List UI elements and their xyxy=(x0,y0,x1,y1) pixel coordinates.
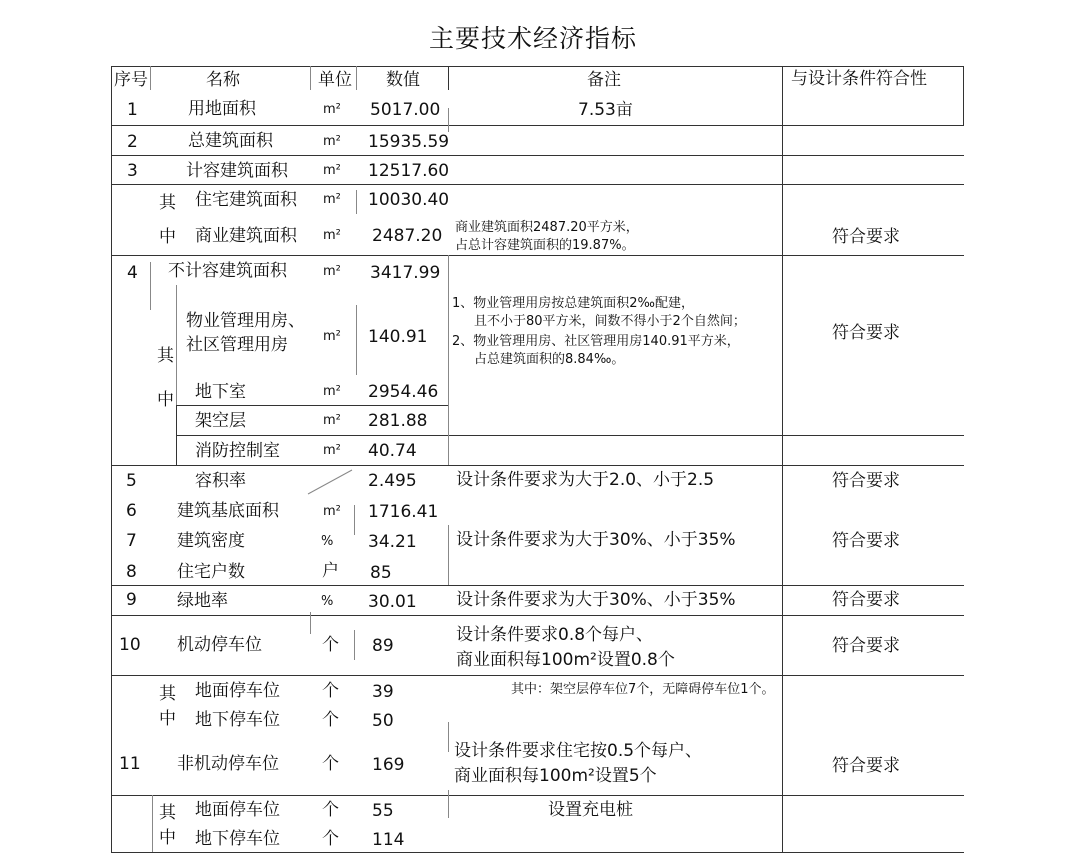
row-note-line: 占总建筑面积的8.84‰。 xyxy=(474,352,625,367)
row-value: 34.21 xyxy=(368,532,417,552)
row-value: 89 xyxy=(372,636,394,656)
qi-label: 其 xyxy=(159,684,176,704)
row-name-line: 物业管理用房、 xyxy=(186,311,305,331)
diagonal-slash xyxy=(300,466,360,498)
grid-line xyxy=(176,405,177,465)
header-note: 备注 xyxy=(587,70,621,90)
row-name: 商业建筑面积 xyxy=(195,226,297,246)
row-note-line: 商业面积每100m²设置0.8个 xyxy=(456,650,675,670)
row-unit: 个 xyxy=(322,754,339,774)
row-seq: 2 xyxy=(127,132,138,152)
row-name: 机动停车位 xyxy=(177,635,262,655)
row-name: 绿地率 xyxy=(177,591,228,611)
grid-line xyxy=(963,66,964,126)
row-unit: m² xyxy=(323,504,341,519)
row-seq: 10 xyxy=(119,635,141,655)
header-seq: 序号 xyxy=(114,70,148,90)
row-value: 3417.99 xyxy=(370,263,441,283)
grid-line xyxy=(111,184,964,185)
row-value: 15935.59 xyxy=(368,132,450,152)
row-value: 2954.46 xyxy=(368,382,439,402)
grid-line xyxy=(150,262,151,310)
row-value: 12517.60 xyxy=(368,161,450,181)
row-seq: 7 xyxy=(126,531,137,551)
row-compliance: 符合要求 xyxy=(832,756,900,776)
row-note-line: 商业面积每100m²设置5个 xyxy=(454,766,657,786)
row-note-line: 1、物业管理用房按总建筑面积2‰配建， xyxy=(452,296,694,311)
row-note-line: 设计条件要求0.8个每户、 xyxy=(456,625,654,645)
grid-line xyxy=(448,108,449,132)
row-unit: m² xyxy=(323,384,341,399)
row-compliance: 符合要求 xyxy=(832,636,900,656)
row-value: 50 xyxy=(372,711,394,731)
zhong-label: 中 xyxy=(159,227,176,247)
row-unit: m² xyxy=(323,329,341,344)
row-seq: 9 xyxy=(126,590,137,610)
row-seq: 6 xyxy=(126,501,137,521)
row-unit: m² xyxy=(323,264,341,279)
grid-line xyxy=(111,585,964,586)
row-name: 容积率 xyxy=(195,471,246,491)
row-compliance: 符合要求 xyxy=(832,323,900,343)
header-name: 名称 xyxy=(206,70,240,90)
row-note: 7.53亩 xyxy=(578,100,633,120)
row-unit: 个 xyxy=(322,829,339,849)
row-value: 281.88 xyxy=(368,411,428,431)
row-value: 2.495 xyxy=(368,471,417,491)
grid-line xyxy=(150,66,151,90)
row-name: 地下停车位 xyxy=(195,829,280,849)
grid-line xyxy=(354,505,355,535)
grid-line xyxy=(111,125,964,126)
row-name: 建筑基底面积 xyxy=(177,501,279,521)
row-value: 1716.41 xyxy=(368,502,439,522)
row-name: 总建筑面积 xyxy=(188,131,273,151)
row-unit: m² xyxy=(323,163,341,178)
row-unit: m² xyxy=(323,443,341,458)
row-unit: 个 xyxy=(322,710,339,730)
grid-line xyxy=(111,255,964,256)
qi-label: 其 xyxy=(159,803,176,823)
row-note: 设计条件要求为大于30%、小于35% xyxy=(456,590,736,610)
header-value: 数值 xyxy=(386,70,420,90)
grid-line xyxy=(111,852,964,853)
row-unit: % xyxy=(321,594,334,609)
grid-line xyxy=(176,285,177,405)
row-value: 5017.00 xyxy=(370,100,441,120)
grid-line xyxy=(448,722,449,752)
row-note: 设置充电桩 xyxy=(548,800,633,820)
row-note: 其中：架空层停车位7个，无障碍停车位1个。 xyxy=(511,682,775,697)
row-note-line: 占总计容建筑面积的19.87%。 xyxy=(455,238,635,253)
row-unit: m² xyxy=(323,102,341,117)
row-value: 39 xyxy=(372,682,394,702)
grid-line xyxy=(152,795,153,852)
grid-line xyxy=(354,630,355,660)
row-seq: 4 xyxy=(127,263,138,283)
row-name: 地下停车位 xyxy=(195,710,280,730)
grid-line xyxy=(111,675,964,676)
grid-line xyxy=(111,155,964,156)
row-name: 用地面积 xyxy=(188,99,256,119)
row-compliance: 符合要求 xyxy=(832,471,900,491)
row-value: 85 xyxy=(370,563,392,583)
row-unit: m² xyxy=(323,413,341,428)
qi-label: 其 xyxy=(159,193,176,213)
row-name: 架空层 xyxy=(195,411,246,431)
zhong-label: 中 xyxy=(159,709,176,729)
row-value: 140.91 xyxy=(368,327,428,347)
grid-line xyxy=(176,405,448,406)
zhong-label: 中 xyxy=(159,828,176,848)
grid-line xyxy=(310,66,311,90)
qi-label: 其 xyxy=(157,346,174,366)
row-name: 不计容建筑面积 xyxy=(168,261,287,281)
row-name: 地面停车位 xyxy=(195,681,280,701)
grid-line xyxy=(782,66,783,852)
grid-line xyxy=(176,435,964,436)
grid-line xyxy=(111,465,964,466)
row-seq: 8 xyxy=(126,562,137,582)
row-unit: 户 xyxy=(322,561,339,581)
row-name: 计容建筑面积 xyxy=(186,161,288,181)
row-value: 169 xyxy=(372,755,405,775)
row-note-line: 商业建筑面积2487.20平方米， xyxy=(455,220,639,235)
row-name: 地面停车位 xyxy=(195,800,280,820)
row-seq: 3 xyxy=(127,161,138,181)
grid-line xyxy=(448,790,449,818)
grid-line xyxy=(111,66,112,852)
row-compliance: 符合要求 xyxy=(832,227,900,247)
row-seq: 1 xyxy=(127,100,138,120)
row-compliance: 符合要求 xyxy=(832,531,900,551)
grid-line xyxy=(356,305,357,375)
row-value: 40.74 xyxy=(368,441,417,461)
row-name: 非机动停车位 xyxy=(177,754,279,774)
row-unit: 个 xyxy=(322,635,339,655)
grid-line xyxy=(448,255,449,465)
row-name: 消防控制室 xyxy=(195,441,280,461)
row-value: 114 xyxy=(372,830,405,850)
row-note-line: 设计条件要求住宅按0.5个每户、 xyxy=(454,741,703,761)
row-value: 2487.20 xyxy=(372,226,443,246)
grid-line xyxy=(111,66,964,67)
grid-line xyxy=(356,66,357,90)
grid-line xyxy=(111,795,964,796)
header-compliance: 与设计条件符合性 xyxy=(791,69,927,89)
row-unit: % xyxy=(321,534,334,549)
row-compliance: 符合要求 xyxy=(832,590,900,610)
row-name: 住宅户数 xyxy=(177,562,245,582)
row-unit: m² xyxy=(323,228,341,243)
row-unit: 个 xyxy=(322,681,339,701)
row-name-line: 社区管理用房 xyxy=(186,335,288,355)
grid-line xyxy=(310,612,311,634)
zhong-label: 中 xyxy=(157,390,174,410)
header-unit: 单位 xyxy=(318,70,352,90)
row-note-line: 2、物业管理用房、社区管理用房140.91平方米， xyxy=(452,334,740,349)
row-unit: m² xyxy=(323,192,341,207)
row-note-line: 且不小于80平方米，间数不得小于2个自然间； xyxy=(474,314,746,329)
row-name: 住宅建筑面积 xyxy=(195,190,297,210)
grid-line xyxy=(356,190,357,214)
grid-line xyxy=(448,66,449,90)
row-unit: 个 xyxy=(322,800,339,820)
row-seq: 5 xyxy=(126,471,137,491)
row-value: 10030.40 xyxy=(368,190,450,210)
grid-line xyxy=(448,525,449,585)
page-title: 主要技术经济指标 xyxy=(429,24,638,53)
row-note: 设计条件要求为大于2.0、小于2.5 xyxy=(456,470,715,490)
row-value: 55 xyxy=(372,801,394,821)
row-name: 地下室 xyxy=(195,382,246,402)
row-note: 设计条件要求为大于30%、小于35% xyxy=(456,530,736,550)
row-value: 30.01 xyxy=(368,592,417,612)
row-name: 建筑密度 xyxy=(177,531,245,551)
row-seq: 11 xyxy=(119,754,141,774)
row-unit: m² xyxy=(323,134,341,149)
grid-line xyxy=(111,615,964,616)
